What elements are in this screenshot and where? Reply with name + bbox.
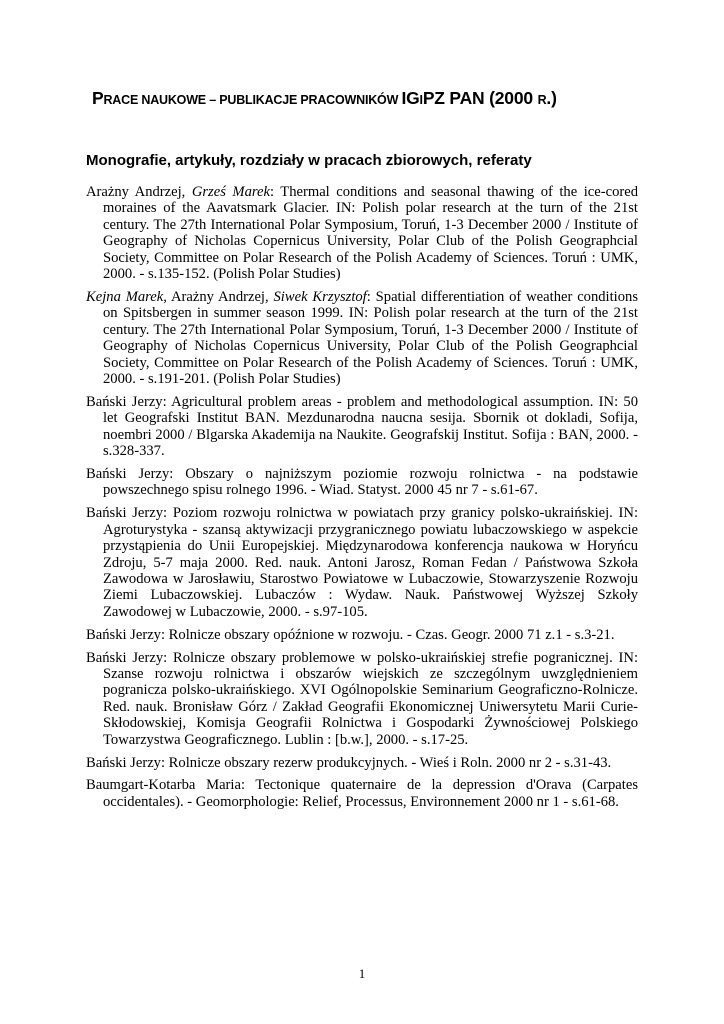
author-italic: Grześ Marek	[191, 184, 270, 200]
bibliography-entry: Bański Jerzy: Rolnicze obszary rezerw produkcyjnych. - Wieś i Roln. 2000 nr 2 - s.31-43.	[86, 754, 612, 771]
bibliography-entry	[86, 184, 638, 282]
author-italic: Siwek Krzysztof	[273, 288, 367, 305]
author-text: Arażny Andrzej,	[86, 184, 192, 200]
section-heading: Monografie, artykuły, rozdziały w pracach zbiorowych, referaty	[86, 152, 532, 169]
title-part: R	[537, 93, 547, 107]
bibliography-entry: Baumgart-Kotarba Maria: Tectonique quaternaire de la depression d'Orava (Carpates occidentales). - Geomorphologie: Relief, Processus, Environnement 2000 nr 1 - s.61-68.	[86, 777, 638, 810]
page-title	[92, 88, 692, 109]
title-part: IG	[401, 88, 420, 108]
entry-text: : Spatial differentiation of weather conditions on Spitsbergen in summer season 1999. IN: Polish polar research at the turn of the 21st century. The 27th International Polar Symposium, Toruń, 1-3 December 2000 / Institute of Geography of Nicholas Copernicus University, Polar Club of the Polish Geographcial Society, Committee on Polar Research of the Polish Academy of Sciences. Toruń : UMK, 2000. - s.191-201. (Polish Polar Studies)	[103, 288, 638, 387]
bibliography-entry: Bański Jerzy: Rolnicze obszary problemowe w polsko-ukraińskiej strefie pogranicznej. IN: Szanse rozwoju rolnictwa i obszarów wiejskich ze szczególnym uwzględnieniem pogranicza polsko-ukraińskiego. XVI Ogólnopolskie Seminarium Geograficzno-Rolnicze. Red. nauk. Bronisław Górz / Zakład Geografii Ekonomicznej Uniwersytetu Marii Curie-Skłodowskiej, Komisja Geografii Rolnictwa i Gospodarki Żywnościowej Polskiego Towarzystwa Geograficznego. Lublin : [b.w.], 2000. - s.17-25.	[86, 649, 638, 748]
title-part: I	[419, 93, 423, 107]
bibliography-entry: Bański Jerzy: Poziom rozwoju rolnictwa w powiatach przy granicy polsko-ukraińskiej. IN: Agroturystyka - szansą aktywizacji przygranicznego powiatu lubaczowskiego w aspekcie przystąpienia do Unii Europejskiej. Międzynarodowa konferencja naukowa w Horyńcu Zdroju, 5-7 maja 2000. Red. nauk. Antoni Jarosz, Roman Fedan / Państwowa Szkoła Zawodowa w Jarosławiu, Starostwo Powiatowe w Lubaczowie, Stowarzyszenie Rozwoju Ziemi Lubaczowskiej. Lubaczów : Wydaw. Nauk. Państwowej Wyższej Szkoły Zawodowej w Lubaczowie, 2000. - s.97-105.	[86, 505, 638, 620]
author-italic: Kejna Marek	[86, 288, 164, 305]
bibliography-list	[86, 184, 638, 817]
bibliography-entry: Bański Jerzy: Agricultural problem areas - problem and methodological assumption. IN: 50 let Geografski Institut BAN. Mezdunarodna naucna sesija. Sbornik ot dokladi, Sofija, noembri 2000 / Blgarska Akademija na Naukite. Geografskij Institut. Sofija : BAN, 2000. - s.328-337.	[86, 393, 638, 460]
bibliography-entry: Bański Jerzy: Obszary o najniższym poziomie rozwoju rolnictwa - na podstawie powszechnego spisu rolnego 1996. - Wiad. Statyst. 2000 45 nr 7 - s.61-67.	[86, 466, 638, 499]
bibliography-entry: Bański Jerzy: Rolnicze obszary opóźnione w rozwoju. - Czas. Geogr. 2000 71 z.1 - s.3-21.	[86, 626, 615, 643]
bibliography-entry	[86, 289, 638, 387]
entry-text: : Thermal conditions and seasonal thawing of the ice-cored moraines of the Aavatsmark Glacier. IN: Polish polar research at the turn of the 21st century. The 27th International Polar Symposium, Toruń, 1-3 December 2000 / Institute of Geography of Nicholas Copernicus University, Polar Club of the Polish Geographcial Society, Committee on Polar Research of the Polish Academy of Sciences. Toruń : UMK, 2000. - s.135-152. (Polish Polar Studies)	[103, 184, 639, 283]
title-part: .)	[546, 88, 557, 108]
page-number: 1	[358, 966, 366, 981]
title-part: PZ PAN (2000	[422, 88, 538, 108]
title-part: RACE NAUKOWE – PUBLIKACJE PRACOWNIKÓW	[103, 93, 402, 107]
author-text: , Arażny Andrzej,	[163, 288, 274, 305]
title-part: P	[92, 88, 104, 108]
